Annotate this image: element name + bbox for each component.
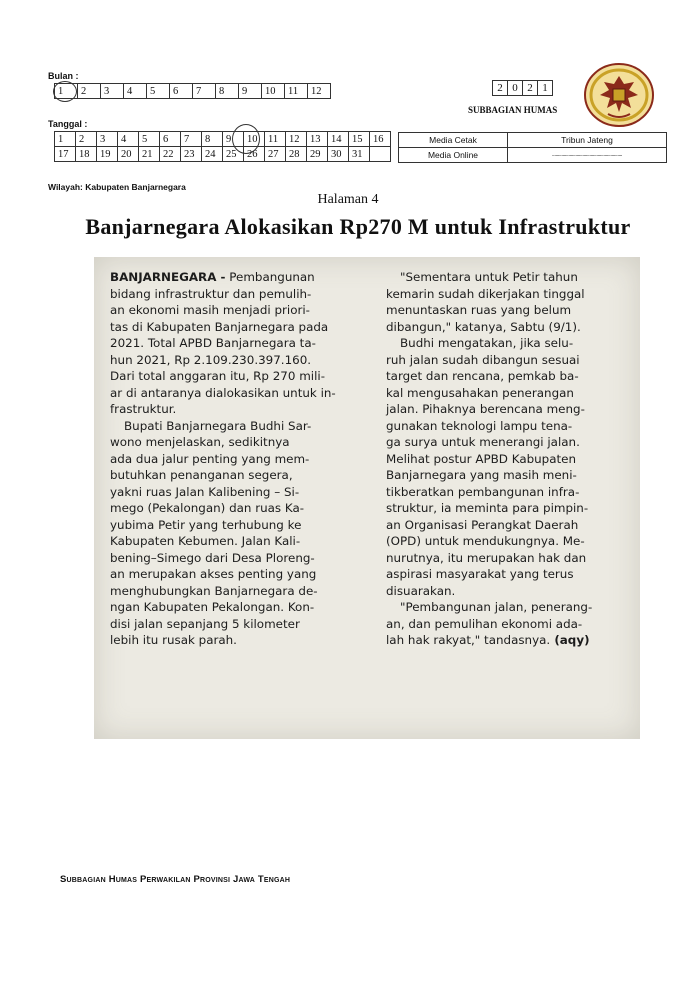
- page-number: Halaman 4: [317, 192, 379, 207]
- article-line-text: yakni ruas Jalan Kalibening – Si-: [110, 484, 300, 499]
- article-line: [386, 269, 592, 286]
- year-boxes: [492, 80, 553, 96]
- article-column-1: [110, 269, 336, 649]
- day-cell: 30: [328, 147, 349, 162]
- year-digit-cell: 1: [538, 81, 553, 96]
- article-line: [110, 418, 336, 435]
- month-cell: 6: [170, 84, 193, 99]
- article-line: [110, 517, 336, 534]
- article-line-text: aspirasi masyarakat yang terus: [386, 567, 574, 581]
- article-line: [110, 319, 336, 336]
- article-line-text: an merupakan akses penting yang: [110, 567, 317, 581]
- article-headline: Banjarnegara Alokasikan Rp270 M untuk Infrastruktur: [85, 214, 631, 239]
- month-selection-circle: [53, 81, 77, 102]
- article-line-text: ruh jalan sudah dibangun sesuai: [386, 352, 580, 367]
- article-line-text: bidang infrastruktur dan pemulih-: [110, 286, 312, 301]
- footer-text: Subbagian Humas Perwakilan Provinsi Jawa Tengah: [60, 874, 291, 885]
- article-line-text: Bupati Banjarnegara Budhi Sar-: [124, 418, 312, 433]
- article-line: [110, 352, 336, 369]
- article-line: [110, 500, 336, 517]
- day-cell: 15: [349, 132, 370, 147]
- media-online-label: Media Online: [399, 148, 508, 163]
- day-cell: 17: [55, 147, 76, 162]
- day-cell: 31: [349, 147, 370, 162]
- article-line: [110, 286, 336, 303]
- article-line: [110, 451, 336, 468]
- article-line-text: kal mengusahakan penerangan: [386, 385, 574, 400]
- month-cell: 5: [147, 84, 170, 99]
- article-line: [386, 319, 592, 336]
- month-cell: 12: [308, 84, 331, 99]
- article-line-text: menuntaskan ruas yang belum: [386, 303, 572, 317]
- article-line: [110, 632, 336, 649]
- article-line-text: tikberatkan pembangunan infra-: [386, 484, 580, 499]
- article-line-text: menghubungkan Banjarnegara de-: [110, 583, 318, 598]
- day-cell: 5: [139, 132, 160, 147]
- wilayah-label: Wilayah: Kabupaten Banjarnegara: [48, 182, 186, 192]
- article-line: [386, 434, 592, 451]
- article-line: [386, 286, 592, 303]
- article-line-text: target dan rencana, pemkab ba-: [386, 369, 579, 383]
- day-cell: 1: [55, 132, 76, 147]
- article-line-text: "Sementara untuk Petir tahun: [400, 270, 578, 284]
- article-line-text: hun 2021, Rp 2.109.230.397.160.: [110, 352, 312, 367]
- day-cell: 12: [286, 132, 307, 147]
- article-line-text: Kabupaten Kebumen. Jalan Kali-: [110, 534, 301, 548]
- department-label: SUBBAGIAN HUMAS: [468, 105, 558, 115]
- article-line-text: struktur, ia meminta para pimpin-: [386, 501, 589, 515]
- article-line: [386, 335, 592, 352]
- article-line: [386, 418, 592, 435]
- article-line: [110, 269, 336, 286]
- day-cell: 19: [97, 147, 118, 162]
- tanggal-label: Tanggal :: [48, 119, 88, 129]
- article-line-text: Pembangunan: [225, 270, 315, 284]
- article-line-text: ga surya untuk menerangi jalan.: [386, 435, 580, 449]
- day-cell: 13: [307, 132, 328, 147]
- article-line-text: disi jalan sepanjang 5 kilometer: [110, 616, 300, 631]
- article-line-text: jalan. Pihaknya berencana meng-: [386, 402, 585, 416]
- article-line-text: (OPD) untuk mendukungnya. Me-: [386, 534, 585, 548]
- month-cell: 11: [285, 84, 308, 99]
- day-cell: 6: [160, 132, 181, 147]
- article-line: [110, 335, 336, 352]
- day-cell: 9: [223, 132, 244, 147]
- newspaper-clipping: [94, 257, 640, 739]
- article-line-text: Dari total anggaran itu, Rp 270 mili-: [110, 369, 325, 383]
- day-cell: 16: [370, 132, 391, 147]
- day-cell: 23: [181, 147, 202, 162]
- article-line-text: ada dua jalur penting yang mem-: [110, 451, 310, 466]
- month-cell: 2: [78, 84, 101, 99]
- garuda-emblem-icon: [582, 62, 656, 128]
- article-line: [386, 632, 592, 649]
- day-cell: 20: [118, 147, 139, 162]
- day-cell: 24: [202, 147, 223, 162]
- article-line-text: bening–Simego dari Desa Ploreng-: [110, 550, 315, 565]
- day-cell: [370, 147, 391, 162]
- days-table: [54, 131, 391, 162]
- article-line: [386, 533, 592, 550]
- article-line: [110, 599, 336, 616]
- day-cell: 28: [286, 147, 307, 162]
- day-cell: 22: [160, 147, 181, 162]
- dateline: BANJARNEGARA -: [110, 270, 226, 284]
- article-line-text: an, dan pemulihan ekonomi ada-: [386, 616, 583, 631]
- article-column-2: [386, 269, 592, 649]
- article-line: [386, 517, 592, 534]
- article-line-text: lah hak rakyat," tandasnya.: [386, 633, 551, 647]
- year-digit-cell: 2: [523, 81, 538, 96]
- day-cell: 8: [202, 132, 223, 147]
- month-cell: 9: [239, 84, 262, 99]
- article-line-text: ngan Kabupaten Pekalongan. Kon-: [110, 600, 315, 614]
- article-line: [110, 566, 336, 583]
- article-line: [386, 500, 592, 517]
- day-cell: 27: [265, 147, 286, 162]
- article-line-text: gunakan teknologi lampu tena-: [386, 418, 573, 433]
- article-line-text: kemarin sudah dikerjakan tinggal: [386, 286, 585, 301]
- months-table: [54, 83, 331, 99]
- month-cell: 10: [262, 84, 285, 99]
- year-digit-cell: 2: [493, 81, 508, 96]
- article-line: [110, 368, 336, 385]
- day-cell: 25: [223, 147, 244, 162]
- article-line: [386, 616, 592, 633]
- article-line: [386, 302, 592, 319]
- month-cell: 3: [101, 84, 124, 99]
- day-cell: 3: [97, 132, 118, 147]
- day-cell: 29: [307, 147, 328, 162]
- media-table: [398, 132, 667, 163]
- article-line: [110, 467, 336, 484]
- article-line: [110, 550, 336, 567]
- article-line: [386, 599, 592, 616]
- article-line: [386, 385, 592, 402]
- day-cell: 10: [244, 132, 265, 147]
- day-cell: 14: [328, 132, 349, 147]
- article-line: [386, 352, 592, 369]
- article-line: [110, 401, 336, 418]
- article-line-text: an Organisasi Perangkat Daerah: [386, 517, 579, 532]
- month-cell: 8: [216, 84, 239, 99]
- article-line: [110, 583, 336, 600]
- article-line: [386, 484, 592, 501]
- article-line-text: megо (Pekalongan) dan ruas Ka-: [110, 501, 305, 515]
- article-line-text: wono menjelaskan, sedikitnya: [110, 435, 290, 449]
- day-cell: 26: [244, 147, 265, 162]
- article-line: [386, 467, 592, 484]
- day-selection-circle: [232, 124, 260, 154]
- day-cell: 4: [118, 132, 139, 147]
- article-line: [110, 533, 336, 550]
- media-cetak-label: Media Cetak: [399, 133, 508, 148]
- article-line: [386, 583, 592, 600]
- article-line-text: butuhkan penanganan segera,: [110, 468, 293, 482]
- article-line-text: Melihat postur APBD Kabupaten: [386, 451, 577, 466]
- article-line: [386, 368, 592, 385]
- day-cell: 18: [76, 147, 97, 162]
- month-cell: 7: [193, 84, 216, 99]
- month-cell: 4: [124, 84, 147, 99]
- article-line: [386, 401, 592, 418]
- day-cell: 21: [139, 147, 160, 162]
- author-initials: (aqy): [550, 633, 590, 647]
- article-line: [110, 616, 336, 633]
- article-line-text: lebih itu rusak parah.: [110, 633, 237, 647]
- day-cell: 11: [265, 132, 286, 147]
- article-line-text: yubima Petir yang terhubung ke: [110, 517, 302, 532]
- article-line: [386, 566, 592, 583]
- article-line-text: frastruktur.: [110, 402, 177, 416]
- article-line: [110, 434, 336, 451]
- article-line: [110, 484, 336, 501]
- article-line: [110, 302, 336, 319]
- article-line-text: Budhi mengatakan, jika selu-: [400, 336, 574, 350]
- day-cell: 7: [181, 132, 202, 147]
- year-digit-cell: 0: [508, 81, 523, 96]
- article-line-text: disuarakan.: [386, 583, 456, 598]
- article-line-text: 2021. Total APBD Banjarnegara ta-: [110, 336, 316, 350]
- bulan-label: Bulan :: [48, 71, 79, 81]
- article-line-text: nurutnya, itu merupakan hak dan: [386, 550, 587, 565]
- article-line-text: an ekonomi masih menjadi priori-: [110, 303, 310, 317]
- article-line: [386, 451, 592, 468]
- month-cell: 1: [55, 84, 78, 99]
- article-line-text: dibangun," katanya, Sabtu (9/1).: [386, 319, 581, 334]
- media-cetak-value: Tribun Jateng: [508, 133, 667, 148]
- article-line-text: ar di antaranya dialokasikan untuk in-: [110, 385, 336, 400]
- day-cell: 2: [76, 132, 97, 147]
- article-line-text: tas di Kabupaten Banjarnegara pada: [110, 319, 329, 334]
- article-line-text: Banjarnegara yang masih meni-: [386, 468, 577, 482]
- article-line: [386, 550, 592, 567]
- article-line: [110, 385, 336, 402]
- article-line-text: "Pembangunan jalan, penerang-: [400, 600, 593, 614]
- media-online-value: ............................................................: [508, 148, 667, 163]
